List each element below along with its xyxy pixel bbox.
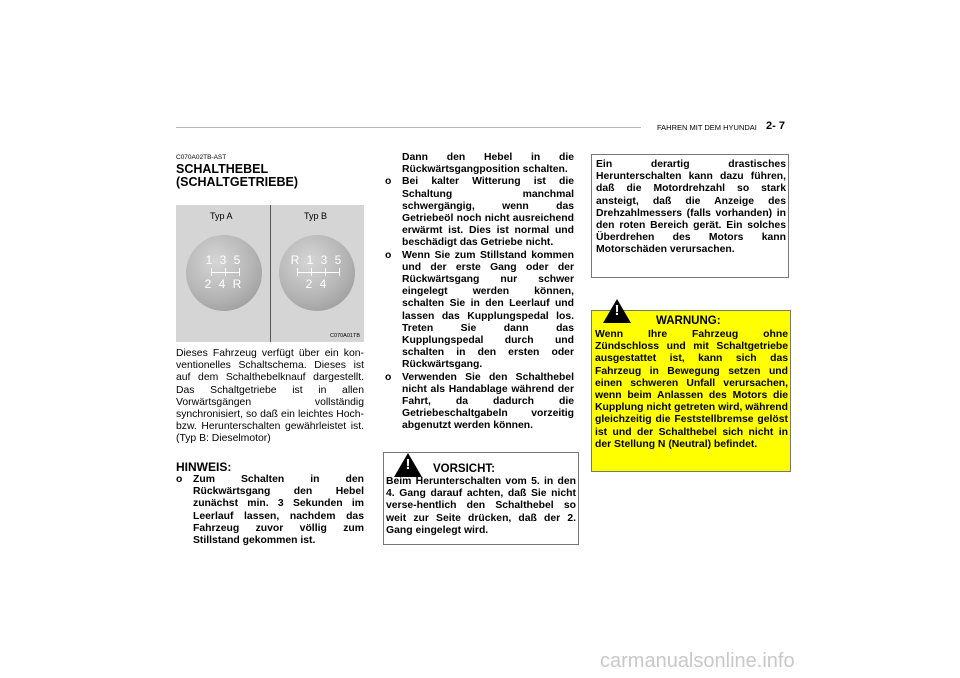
list-item — [385, 250, 574, 372]
section-code: C070A02TB-AST — [176, 154, 227, 161]
vorsicht-text: Beim Herunterschalten vom 5. in den 4. Gang darauf achten, daß Sie nicht verse-hentlich den Schalthebel so weit zur Seite drücken, daß der 2. Gang eingelegt wird. — [386, 476, 576, 536]
caution-continued-text: Ein derartig drastisches Herunterschalten kann dazu führen, daß die Motordrehzahl so stark ansteigt, daß die Anzeige des Drehzahlmessers (falls vorhanden) in den roten Bereich gerät. Ein solches Überdrehen des Motors kann Motorschäden verursachen. — [596, 159, 786, 256]
knob-b-tick — [311, 268, 312, 276]
page-number: 2- 7 — [766, 120, 785, 132]
list-item — [176, 474, 364, 547]
knob-b-shift-line — [297, 272, 339, 273]
section-title-line1: SCHALTHEBEL — [176, 162, 269, 176]
knob-a-bottom-gears: 2 4 R — [204, 277, 244, 291]
knob-a-tick — [239, 268, 240, 276]
figure-divider — [270, 205, 271, 342]
warnung-box — [591, 302, 791, 472]
hinweis-item-2: Bei kalter Witterung ist die Schaltung manchmal schwergängig, wenn das Getriebeöl noch nicht ausreichend erwärmt ist. Dies ist normal und beschädigt das Getriebe nicht. — [402, 176, 574, 249]
bullet-marker: o — [385, 371, 392, 383]
knob-b-top-gears: R 1 3 5 — [290, 253, 344, 267]
gear-knob-type-b — [279, 235, 355, 311]
figure-label-type-a: Typ A — [210, 211, 233, 221]
gear-knob-type-a — [186, 235, 262, 311]
figure-code: C070A01TB — [330, 333, 360, 339]
warnung-text: Wenn Ihre Fahrzeug ohne Zündschloss und mit Schaltgetriebe ausgestattet ist, kann sich das Fahrzeug in Bewegung setzen und einen schweren Unfall verursachen, wenn beim Anlassen des Motors die Kupplung nicht getreten wird, während gleichzeitig die Feststellbremse gelöst ist und der Schalthebel sich nicht in der Stellung N (Neutral) befindet. — [595, 329, 788, 450]
knob-a-tick — [211, 268, 212, 276]
bullet-marker: o — [385, 249, 392, 261]
bullet-marker: o — [176, 474, 183, 485]
hinweis-item-1: Zum Schalten in den Rückwärtsgang den Hebel zunächst min. 3 Sekunden im Leerlauf lassen, nachdem das Fahrzeug zuvor völlig zum Stillstand gekommen ist. — [193, 474, 364, 547]
knob-a-tick — [225, 268, 226, 276]
knob-b-tick — [339, 268, 340, 276]
vorsicht-box — [383, 452, 579, 545]
hinweis-item-3: Wenn Sie zum Stillstand kommen und der erste Gang oder der Rückwärtsgang nur schwer eingelegt werden können, schalten Sie in den Leerlauf und lassen das Kupplungspedal los. Treten Sie dann das Kupplungspedal durch und schalten in den ersten oder Rückwärtsgang. — [402, 249, 574, 371]
caution-continued-box — [591, 154, 789, 278]
running-header: FAHREN MIT DEM HYUNDAI — [657, 123, 757, 132]
hinweis-item-1-continued: Dann den Hebel in die Rückwärtsgangposition schalten. — [402, 152, 574, 176]
knob-b-bottom-gears: 2 4 — [305, 277, 329, 291]
bullet-marker: o — [385, 176, 392, 188]
section-heading — [176, 154, 364, 189]
hinweis-continued — [385, 152, 574, 433]
list-item — [385, 176, 574, 249]
header-rule — [176, 127, 641, 128]
watermark: carmanualsonline.info — [600, 650, 795, 672]
intro-paragraph: Dieses Fahrzeug verfügt über ein kon-ventionelles Schaltschema. Dieses ist auf dem Schalthebelknauf dargestellt. Das Schaltgetriebe ist in allen Vorwärtsgängen vollständig synchronisiert, so daß ein leichtes Hoch- bzw. Herunterschalten gewährleistet ist. (Typ B: Dieselmotor) — [176, 348, 364, 445]
knob-b-tick — [297, 268, 298, 276]
list-item — [385, 372, 574, 433]
gear-knob-figure — [176, 205, 364, 342]
vorsicht-title: VORSICHT: — [433, 463, 495, 475]
exclamation-icon: ! — [405, 456, 411, 473]
hinweis-section — [176, 461, 364, 547]
section-title-line2: (SCHALTGETRIEBE) — [176, 175, 298, 189]
warnung-title: WARNUNG: — [656, 315, 721, 327]
hinweis-title: HINWEIS: — [176, 460, 232, 474]
figure-label-type-b: Typ B — [304, 211, 328, 221]
hinweis-item-4: Verwenden Sie den Schalthebel nicht als Handablage während der Fahrt, da dadurch die Getriebeschaltgabeln vorzeitig abgenutzt werden können. — [402, 371, 574, 432]
knob-b-tick — [325, 268, 326, 276]
knob-a-top-gears: 1 3 5 — [205, 253, 243, 267]
exclamation-icon: ! — [614, 302, 620, 319]
